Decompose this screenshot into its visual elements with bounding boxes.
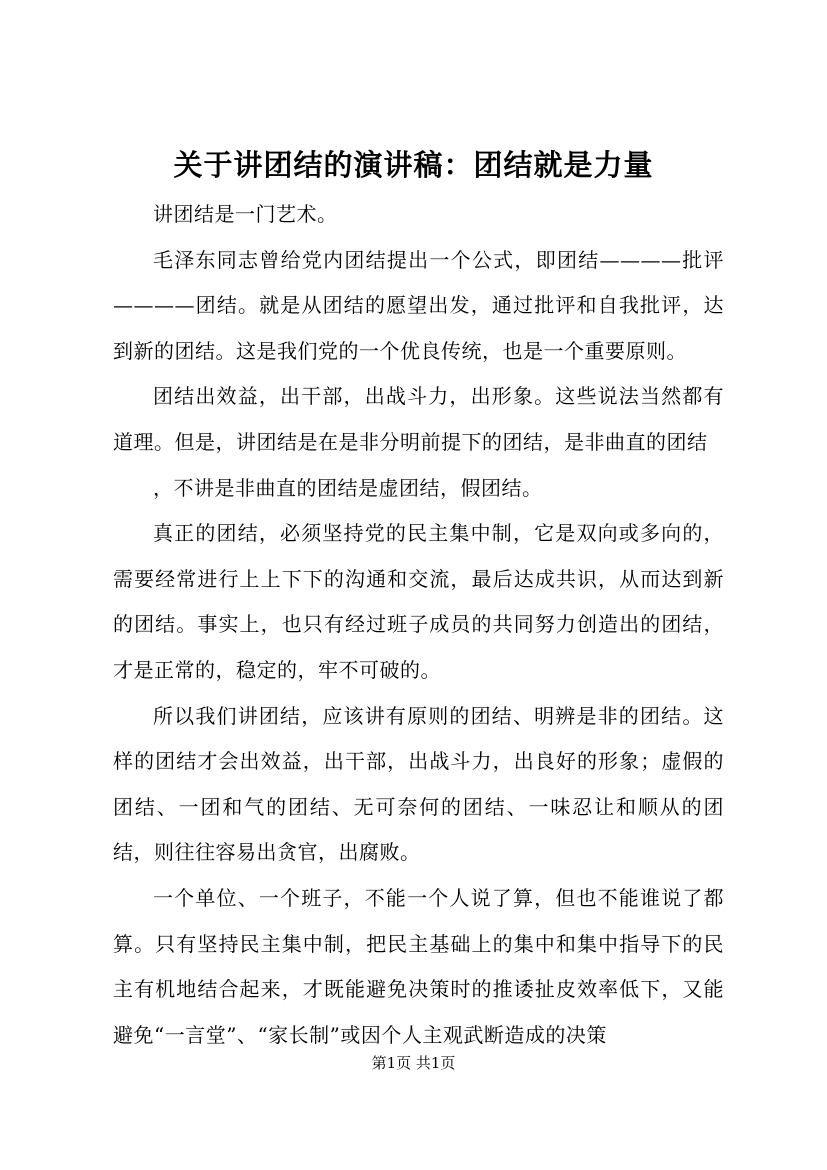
paragraph: 毛泽东同志曾给党内团结提出一个公式，即团结————批评————团结。就是从团结的愿望出发，通过批评和自我批评，达到新的团结。这是我们党的一个优良传统，也是一个重要原则。 bbox=[113, 247, 724, 363]
page-footer: 第1页 共1页 bbox=[371, 1054, 456, 1072]
document-title: 关于讲团结的演讲稿：团结就是力量 bbox=[173, 148, 654, 182]
document-body bbox=[113, 192, 724, 1058]
paragraph: 团结出效益，出干部，出战斗力，出形象。这些说法当然都有道理。但是，讲团结是在是非分明前提下的团结，是非曲直的团结 bbox=[113, 384, 724, 454]
paragraph: 所以我们讲团结，应该讲有原则的团结、明辨是非的团结。这样的团结才会出效益，出干部，出战斗力，出良好的形象；虚假的团结、一团和气的团结、无可奈何的团结、一味忍让和顺从的团结，则往往容易出贪官，出腐败。 bbox=[113, 703, 724, 865]
paragraph: 讲团结是一门艺术。 bbox=[153, 202, 338, 226]
paragraph: 一个单位、一个班子，不能一个人说了算，但也不能谁说了都算。只有坚持民主集中制，把民主基础上的集中和集中指导下的民主有机地结合起来，才既能避免决策时的推诿扯皮效率低下，又能避免“一言堂”、“家长制”或因个人主观武断造成的决策 bbox=[113, 885, 724, 1047]
paragraph: 真正的团结，必须坚持党的民主集中制，它是双向或多向的，需要经常进行上上下下的沟通和交流，最后达成共识，从而达到新的团结。事实上，也只有经过班子成员的共同努力创造出的团结，才是正常的，稳定的，牢不可破的。 bbox=[113, 521, 724, 682]
paragraph: ，不讲是非曲直的团结是虚团结，假团结。 bbox=[153, 475, 543, 500]
